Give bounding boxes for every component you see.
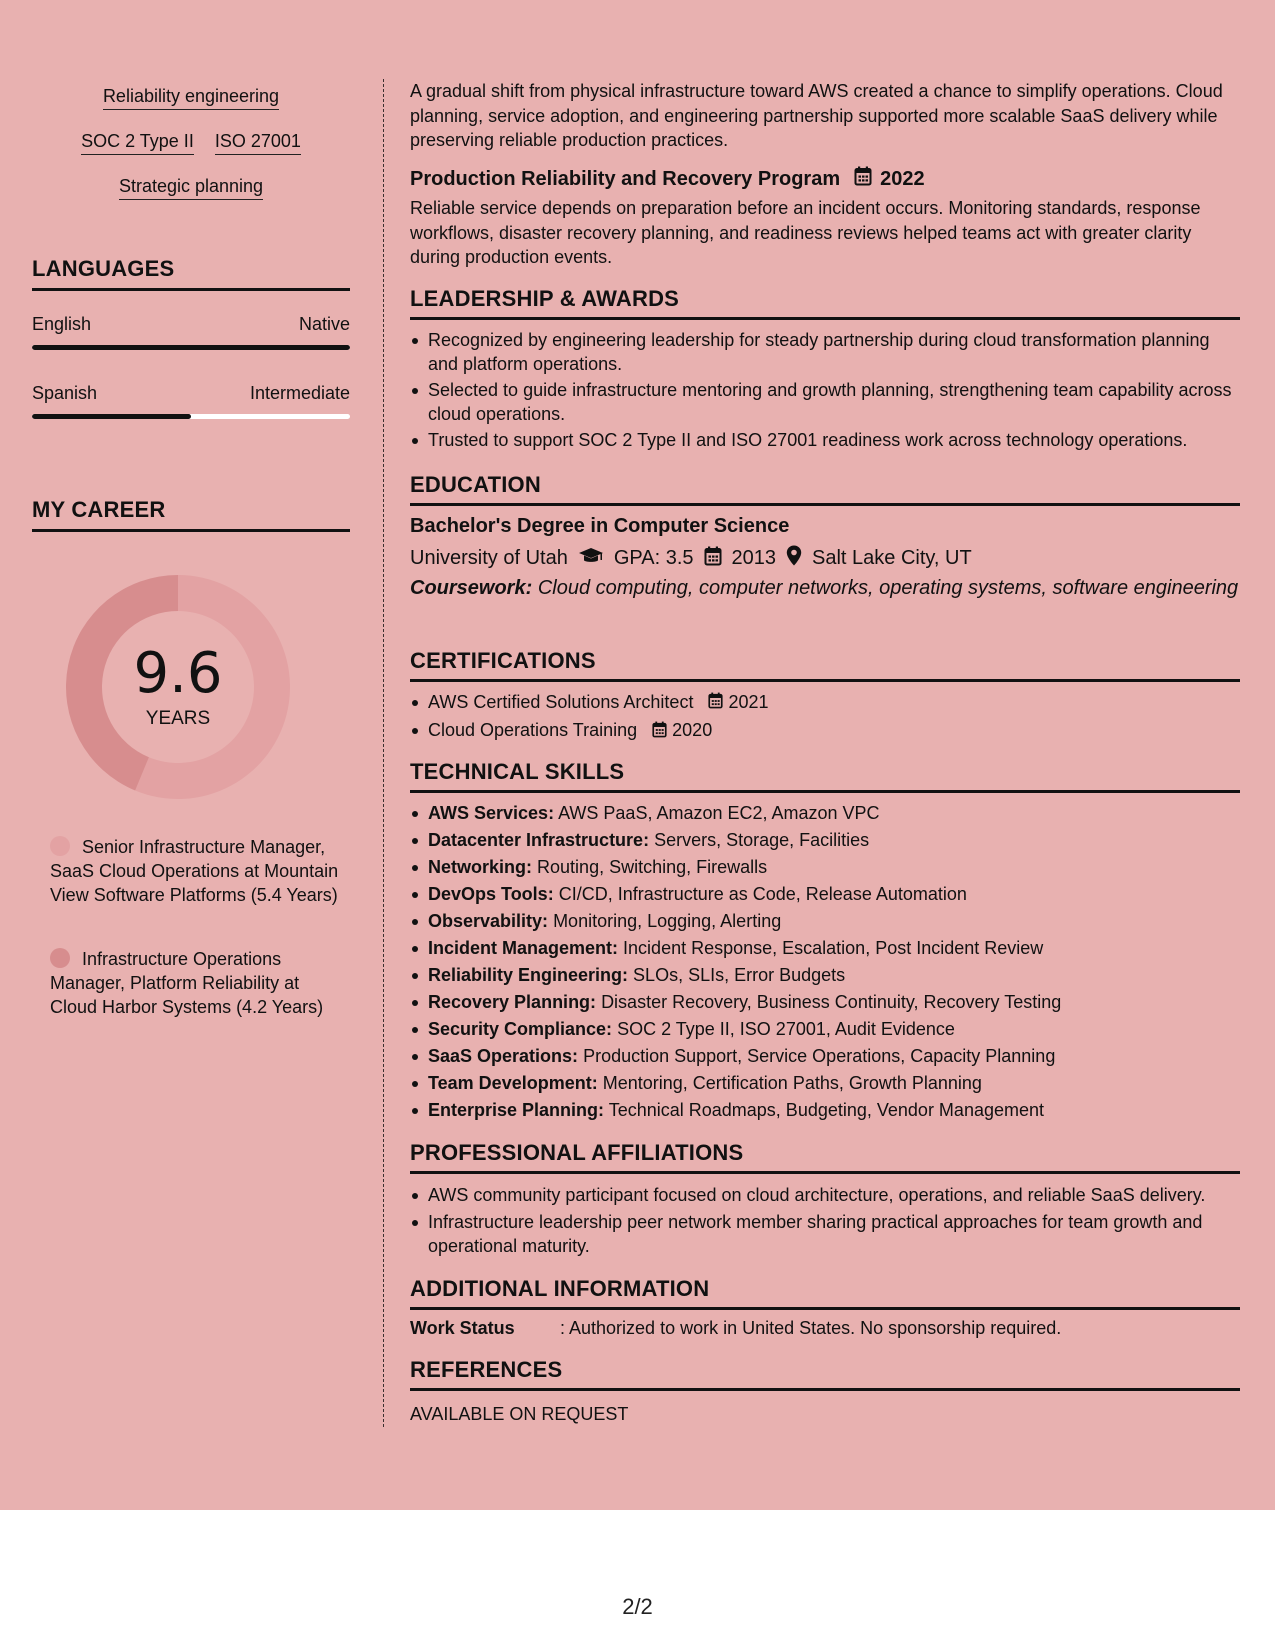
- education-heading: EDUCATION: [410, 472, 1240, 506]
- calendar-icon: [704, 546, 722, 572]
- education-details: [410, 545, 972, 572]
- skill-item: [410, 1044, 1240, 1071]
- certification-year: 2020: [672, 720, 713, 741]
- skill-item: [410, 936, 1240, 963]
- calendar-icon: [708, 691, 723, 715]
- school-location: Salt Lake City, UT: [812, 547, 972, 569]
- additional-info-heading: ADDITIONAL INFORMATION: [410, 1276, 1240, 1310]
- skill-value: Routing, Switching, Firewalls: [537, 857, 768, 877]
- skill-value: AWS PaaS, Amazon EC2, Amazon VPC: [558, 803, 880, 823]
- skill-value: Incident Response, Escalation, Post Incident Review: [623, 938, 1044, 958]
- calendar-icon: [652, 720, 667, 744]
- graduation-cap-icon: [578, 547, 604, 571]
- skill-item: [410, 828, 1240, 855]
- skill-item: [410, 801, 1240, 828]
- location-pin-icon: [786, 545, 802, 572]
- skill-label: SaaS Operations:: [428, 1046, 579, 1066]
- skill-tag: Strategic planning: [119, 176, 263, 200]
- language-proficiency-fill: [32, 414, 191, 419]
- affiliations-heading: PROFESSIONAL AFFILIATIONS: [410, 1140, 1240, 1174]
- skill-item: [410, 855, 1240, 882]
- project-description: Reliable service depends on preparation before an incident occurs. Monitoring standards, response workflows, disaster recovery planning, and readiness reviews helped teams act with greater clarity during production events.: [410, 198, 1201, 267]
- list-item: Recognized by engineering leadership for steady partnership during cloud transformation planning and platform operations.: [410, 328, 1240, 376]
- skill-item: [410, 963, 1240, 990]
- skill-label: Incident Management:: [428, 938, 619, 958]
- skill-label: DevOps Tools:: [428, 884, 554, 904]
- affiliations-list: [410, 1183, 1240, 1258]
- school-name: University of Utah: [410, 547, 568, 569]
- skill-item: [410, 909, 1240, 936]
- skill-tag: ISO 27001: [215, 131, 301, 155]
- skill-value: Mentoring, Certification Paths, Growth Planning: [602, 1073, 982, 1093]
- language-name: English: [32, 314, 92, 334]
- skill-label: Observability:: [428, 911, 549, 931]
- work-status-label: Work Status: [410, 1318, 515, 1338]
- skills-heading: TECHNICAL SKILLS: [410, 759, 1240, 793]
- skill-label: Networking:: [428, 857, 533, 877]
- skill-value: Production Support, Service Operations, Capacity Planning: [583, 1046, 1056, 1066]
- leadership-heading: LEADERSHIP & AWARDS: [410, 286, 1240, 320]
- skill-tag: SOC 2 Type II: [81, 131, 194, 155]
- certification-name: Cloud Operations Training: [428, 720, 638, 741]
- skill-value: Monitoring, Logging, Alerting: [553, 911, 782, 931]
- skill-tags-row-1: [32, 86, 350, 110]
- coursework-text: Cloud computing, computer networks, operating systems, software engineering: [537, 577, 1239, 599]
- language-level: Intermediate: [249, 383, 350, 403]
- degree-title: [410, 515, 789, 538]
- coursework: [410, 576, 1240, 601]
- languages-heading: LANGUAGES: [32, 256, 350, 291]
- skill-label: Enterprise Planning:: [428, 1100, 605, 1120]
- skill-item: [410, 1098, 1240, 1125]
- page-number: 2/2: [622, 1594, 653, 1619]
- career-donut-center: [66, 575, 290, 799]
- skill-label: AWS Services:: [428, 803, 555, 823]
- skill-label: Security Compliance:: [428, 1019, 613, 1039]
- intro-paragraph: A gradual shift from physical infrastructure toward AWS created a chance to simplify operations. Cloud planning, service adoption, and engineering partnership supported more scalable SaaS delivery while preserving reliable production practices.: [410, 81, 1223, 150]
- list-item: Selected to guide infrastructure mentoring and growth planning, strengthening team capability across cloud operations.: [410, 378, 1240, 426]
- career-entry: [50, 835, 340, 907]
- certification-year: 2021: [728, 692, 769, 712]
- list-item: Trusted to support SOC 2 Type II and ISO 27001 readiness work across technology operations.: [410, 428, 1240, 452]
- language-name: Spanish: [32, 383, 98, 403]
- language-proficiency-bar: [32, 345, 350, 350]
- project-year: 2022: [880, 167, 925, 190]
- gpa: GPA: 3.5: [613, 547, 694, 569]
- column-divider: [383, 79, 384, 1427]
- certification-item: [410, 690, 1240, 715]
- list-item: AWS community participant focused on cloud architecture, operations, and reliable SaaS delivery.: [410, 1183, 1240, 1207]
- skill-value: SOC 2 Type II, ISO 27001, Audit Evidence: [617, 1019, 955, 1039]
- references-text: AVAILABLE ON REQUEST: [410, 1404, 629, 1424]
- certification-item: [410, 718, 1240, 743]
- skill-label: Datacenter Infrastructure:: [428, 830, 650, 850]
- career-entry-text: Senior Infrastructure Manager, SaaS Cloud Operations at Mountain View Software Platforms (5.4 Years): [50, 837, 339, 905]
- language-proficiency-fill: [32, 345, 350, 350]
- calendar-icon: [854, 166, 872, 192]
- skill-tags-row-2: [32, 131, 350, 155]
- certification-name: AWS Certified Solutions Architect: [428, 692, 694, 712]
- coursework-label: Coursework:: [410, 577, 533, 599]
- skill-item: [410, 990, 1240, 1017]
- career-entry: [50, 947, 340, 1019]
- skill-tags-row-3: [32, 176, 350, 200]
- skill-value: Technical Roadmaps, Budgeting, Vendor Management: [608, 1100, 1044, 1120]
- references-heading: REFERENCES: [410, 1357, 1240, 1391]
- skill-label: Team Development:: [428, 1073, 598, 1093]
- career-heading: MY CAREER: [32, 497, 350, 532]
- skill-value: Disaster Recovery, Business Continuity, Recovery Testing: [601, 992, 1062, 1012]
- work-status-value: : Authorized to work in United States. No sponsorship required.: [560, 1318, 1062, 1338]
- career-total-unit: YEARS: [145, 708, 211, 729]
- career-entry-text: Infrastructure Operations Manager, Platform Reliability at Cloud Harbor Systems (4.2 Years): [50, 949, 324, 1017]
- skill-item: [410, 1017, 1240, 1044]
- language-spanish: [32, 383, 350, 419]
- skills-list: [410, 801, 1240, 1125]
- certifications-list: [410, 690, 1240, 744]
- skill-item: [410, 882, 1240, 909]
- skill-value: SLOs, SLIs, Error Budgets: [633, 965, 846, 985]
- project-title-line: [410, 166, 925, 192]
- work-status: [410, 1318, 1061, 1339]
- skill-label: Recovery Planning:: [428, 992, 597, 1012]
- career-legend-dot: [50, 836, 70, 856]
- language-level: Native: [298, 314, 350, 334]
- certifications-heading: CERTIFICATIONS: [410, 648, 1240, 682]
- list-item: Infrastructure leadership peer network member sharing practical approaches for team growth and operational maturity.: [410, 1210, 1240, 1258]
- skill-tag: Reliability engineering: [103, 86, 279, 110]
- skill-value: CI/CD, Infrastructure as Code, Release Automation: [558, 884, 967, 904]
- graduation-year: 2013: [731, 547, 777, 569]
- language-proficiency-bar: [32, 414, 350, 419]
- skill-item: [410, 1071, 1240, 1098]
- leadership-list: [410, 328, 1240, 452]
- degree-name: Bachelor's Degree in Computer Science: [410, 515, 790, 537]
- language-english: [32, 314, 350, 350]
- skill-label: Reliability Engineering:: [428, 965, 629, 985]
- career-legend-dot: [50, 948, 70, 968]
- project-title: Production Reliability and Recovery Program: [410, 167, 841, 190]
- career-total-years: 9.6: [133, 641, 223, 706]
- skill-value: Servers, Storage, Facilities: [654, 830, 870, 850]
